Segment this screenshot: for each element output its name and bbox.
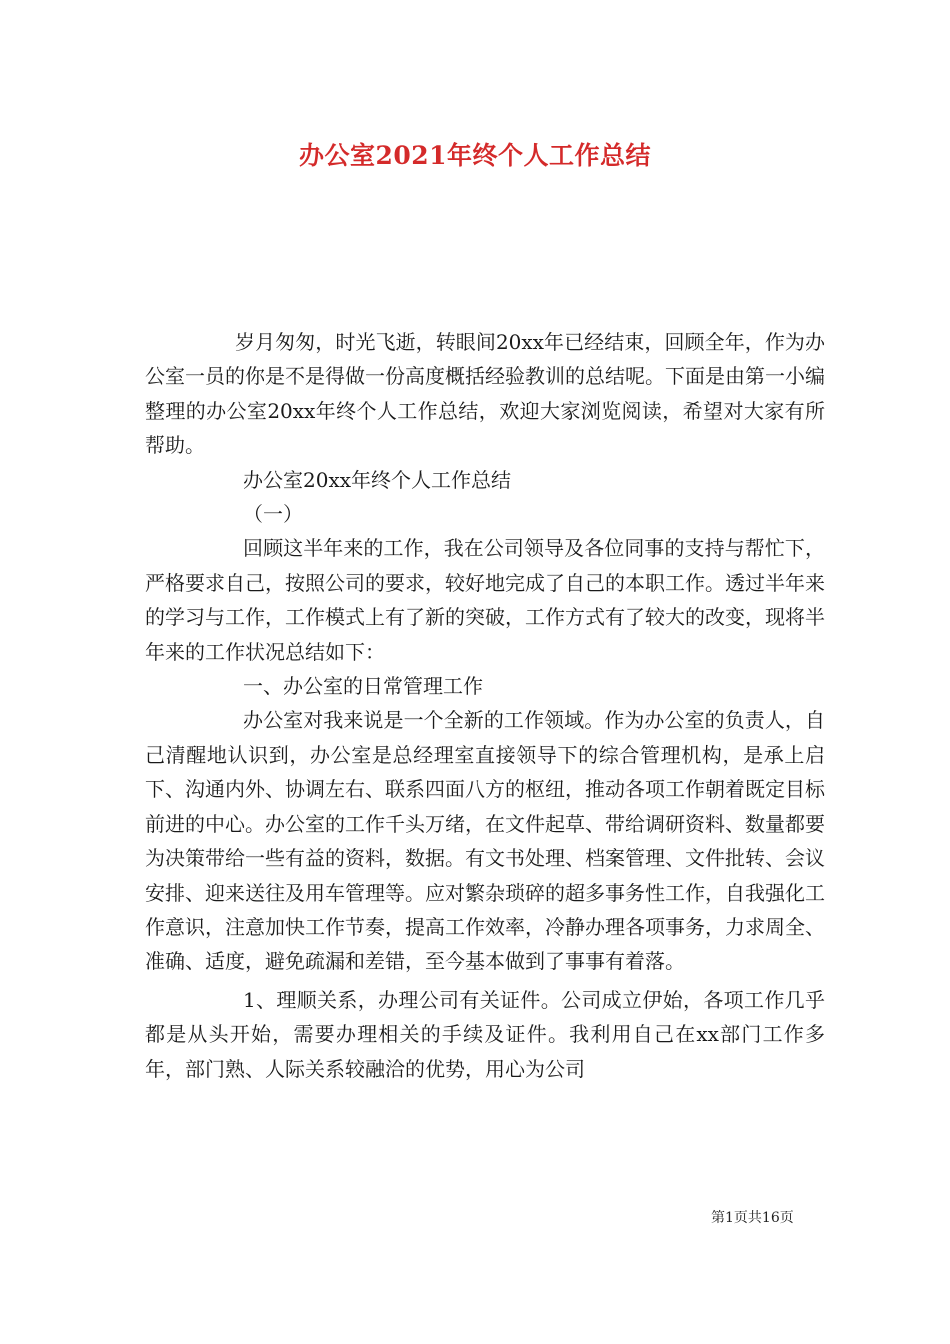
section-number: （一） <box>243 502 303 527</box>
review-paragraph: 回顾这半年来的工作，我在公司领导及各位同事的支持与帮忙下，严格要求自己，按照公司的要求，较好地完成了自己的本职工作。透过半年来的学习与工作，工作模式上有了新的突破，工作方式有了较大的改变，现将半年来的工作状况总结如下： <box>145 536 825 664</box>
office-paragraph: 办公室对我来说是一个全新的工作领域。作为办公室的负责人，自己清醒地认识到，办公室是总经理室直接领导下的综合管理机构，是承上启下、沟通内外、协调左右、联系四面八方的枢纽，推动各项工作朝着既定目标前进的中心。办公室的工作千头万绪，在文件起草、带给调研资料、数量都要为决策带给一些有益的资料，数据。有文书处理、档案管理、文件批转、会议安排、迎来送往及用车管理等。应对繁杂琐碎的超多事务性工作，自我强化工作意识，注意加快工作节奏，提高工作效率，冷静办理各项事务，力求周全、准确、适度，避免疏漏和差错，至今基本做到了事事有着落。 <box>145 708 825 974</box>
document-body <box>145 325 825 1086</box>
intro-paragraph: 岁月匆匆，时光飞逝，转眼间20xx年已经结束，回顾全年，作为办公室一员的你是不是得做一份高度概括经验教训的总结呢。下面是由第一小编整理的办公室20xx年终个人工作总结，欢迎大家浏览阅读，希望对大家有所帮助。 <box>145 330 825 458</box>
page-number: 第1页共16页 <box>711 1210 794 1226</box>
section-heading: 办公室20xx年终个人工作总结 <box>243 467 512 492</box>
subsection-heading: 一、办公室的日常管理工作 <box>243 674 483 699</box>
document-title: 办公室2021年终个人工作总结 <box>298 141 652 170</box>
item-paragraph: 1、理顺关系，办理公司有关证件。公司成立伊始，各项工作几乎都是从头开始，需要办理相关的手续及证件。我利用自己在xx部门工作多年，部门熟、人际关系较融洽的优势，用心为公司 <box>145 987 825 1081</box>
